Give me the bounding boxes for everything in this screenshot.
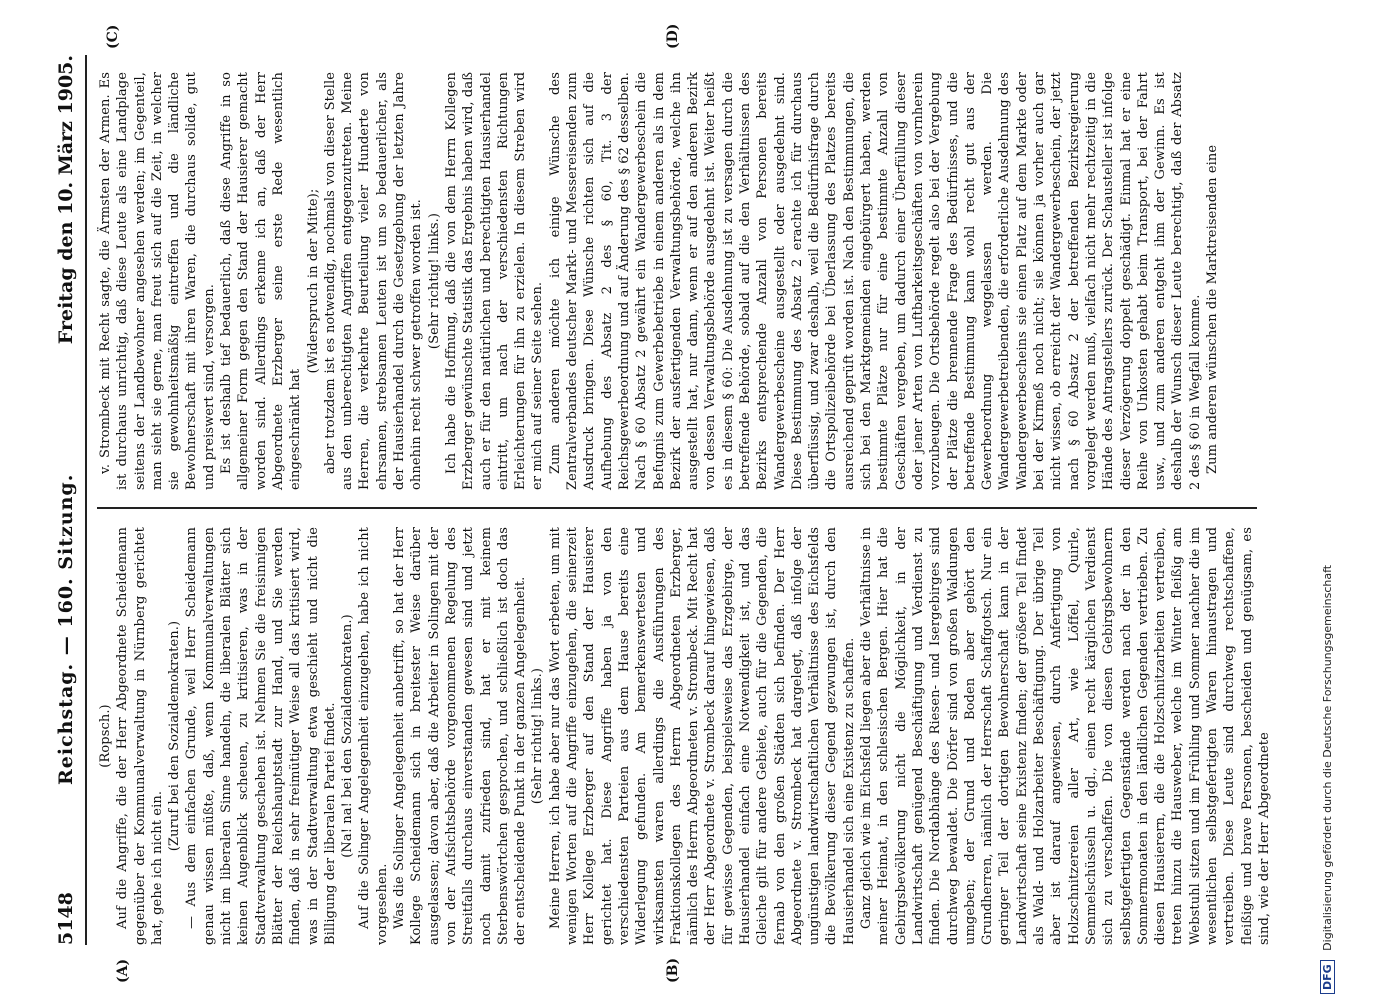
page-footer (1320, 94, 1335, 994)
page-number: 5148 (55, 892, 77, 945)
dfg-logo: DFG (1320, 960, 1335, 994)
paragraph: (Ropsch.) (98, 704, 113, 768)
paragraph: Was die Solinger Angelegenheit anbetrifft, so hat der Herr Kollege Scheidemann sich in breitester Weise darüber ausgelassen; davon aber, daß die Arbeiter in Solingen mit der von der Aufsichtsbehörde vorgenommenen Regelung des Streitfalls durchaus einverstanden gewesen sind und jetzt noch damit zufrieden sind, hat er mit keinem Sterbenswörtchen gesprochen, und schließlich ist doch das der entscheidende Punkt in der ganzen Angelegenheit. (392, 527, 529, 945)
paragraph: aber trotzdem ist es notwendig, nochmals von dieser Stelle aus den unberechtigten Angriffen entgegenzutreten. Meine Herren, die verkehrte Beurteilung vieler Hunderte von ehrsamen, strebsamen Leuten ist um so bedauerlicher, als der Hausierhandel durch die Gesetzgebung der letzten Jahre ohnehin recht schwer getroffen worden ist. (322, 72, 425, 490)
paragraph: Meine Herren, ich habe aber nur das Wort erbeten, um mit wenigen Worten auf die Angriffe einzugehen, die seinerzeit Herr Kollege Erzberger auf den Stand der Hausierer gerichtet hat. Diese Angriffe haben ja von den verschiedensten Parteien aus dem Hause bereits eine Widerlegung gefunden. Am bemerkenswertesten und wirksamsten waren allerdings die Ausführungen des Fraktionskollegen des Herrn Abgeordneten Erzberger, nämlich des Herrn Abgeordneten v. Strombeck. Mit Recht hat der Herr Abgeordnete v. Strombeck darauf hingewiesen, daß für gewisse Gegenden, beispielsweise das Erzgebirge, der Hausierhandel einfach eine Notwendigkeit ist, und das Gleiche gilt für andere Gebiete, auch für die Gegenden, die fernab von den großen Städten sich befinden. Der Herr Abgeordnete v. Strombeck hat dargelegt, daß infolge der ungünstigen landwirtschaftlichen Verhältnisse des Eichsfelds die Bevölkerung dieser Gegend gezwungen ist, durch den Hausierhandel sich eine Existenz zu schaffen. (547, 527, 857, 945)
left-text-column (97, 527, 1272, 945)
page-title: Reichstag. — 160. Sitzung. (55, 473, 77, 785)
paragraph: — Aus dem einfachen Grunde, weil Herr Scheidemann genau wissen müßte, daß, wenn Kommunalverwaltungen nicht im liberalen Sinne handeln, die liberalen Blätter sich keinen Augenblick scheuen, zu kritisieren, was in der Stadtverwaltung geschehen ist. Nehmen Sie die freisinnigen Blätter der Reichshauptstadt zur Hand, und Sie werden finden, daß in sehr freimütiger Weise all das kritisiert wird, was in der Stadtverwaltung etwa geschieht und nicht die Billigung der liberalen Partei findet. (184, 527, 338, 945)
column-divider (97, 507, 1257, 509)
digitization-credit: Digitalisierung gefördert durch die Deutsche Forschungsgemeinschaft (1321, 564, 1334, 951)
margin-mark-c: (C) (105, 24, 121, 49)
paragraph: Ganz gleich wie im Eichsfeld liegen aber die Verhältnisse in meiner Heimat, in den schlesischen Bergen. Hier hat die Gebirgsbevölkerung nicht die Möglichkeit, in der Landwirtschaft genügend Beschäftigung und Verdienst zu finden. Die Nordabhänge des Riesen- und Isergebirges sind durchweg bewaldet. Die Dörfer sind von großen Waldungen umgeben; der Grund und Boden aber gehört den Grundherren, nämlich der Herrschaft Schaffgotsch. Nur ein geringer Teil der dortigen Bewohnerschaft kann in der Landwirtschaft seine Existenz finden; der größere Teil findet als Wald- und Holzarbeiter Beschäftigung. Der übrige Teil aber ist darauf angewiesen, durch Anfertigung von Holzschnitzereien aller Art, wie Löffel, Quirle, Semmelschüsseln u. dgl., einen recht kärglichen Verdienst sich zu verschaffen. Die von diesen Gebirgsbewohnern selbstgefertigten Gegenstände werden nach der in den Sommermonaten in den ländlichen Gegenden vertrieben. Zu diesen Hausierern, die die Holzschnitzarbeiten vertreiben, treten hinzu die Hausweber, welche im Winter fleißig am Webstuhl sitzen und im Frühling und Sommer nachher die im wesentlichen selbstgefertigten Waren hinaustragen und vertreiben. Diese Leute sind durchweg rechtschaffene, fleißige und brave Personen, bescheiden und genügsam, es sind, wie der Herr Abgeordnete (859, 527, 1272, 945)
page-header (55, 55, 87, 945)
paragraph: Ich habe die Hoffnung, daß die von dem Herrn Kollegen Erzberger gewünschte Statistik das Ergebnis haben wird, daß auch er für den natürlichen und berechtigten Hausierhandel eintritt, um nach der verschiedensten Richtungen Erleichterungen für ihn zu erzielen. In diesem Streben wird er mich auf seiner Seite sehen. (443, 72, 546, 490)
paragraph: Zum anderen möchte ich einige Wünsche des Zentralverbandes deutscher Markt- und Messereisenden zum Ausdruck bringen. Diese Wünsche richten sich auf die Aufhebung des Absatz 2 des § 60, Tit. 3 der Reichsgewerbeordnung und auf Änderung des § 62 desselben. Nach § 60 Absatz 2 gewährt ein Wandergewerbeschein die Befugnis zum Gewerbebetriebe in einem anderen als in dem Bezirk der ausfertigenden Verwaltungsbehörde, welche ihn ausgestellt hat, nur dann, wenn er auf den anderen Bezirk von dessen Verwaltungsbehörde ausgedehnt ist. Weiter heißt es in diesem § 60: Die Ausdehnung ist zu versagen durch die betreffende Behörde, sobald auf die den Verhältnissen des Bezirks entsprechende Anzahl von Personen bereits Wandergewerbescheine ausgestellt oder ausgedehnt sind. Diese Bestimmung des Absatz 2 erachte ich für durchaus überflüssig, und zwar deshalb, weil die Bedürfnisfrage durch die Ortspolizeibehörde bei Überlassung des Platzes bereits ausreichend geprüft worden ist. Nach den Bestimmungen, die sich bei den Marktgemeinden eingebürgert haben, werden bestimmte Plätze nur für eine bestimmte Anzahl von Geschäften vergeben, um dadurch einer Überfüllung dieser oder jener Arten von Luftbarkeitsgeschäften von vornherein vorzubeugen. Die Ortsbehörde regelt also bei der Vergebung der Plätze die brennende Frage des Bedürfnisses, und die betreffende Bestimmung kann wohl recht gut aus der Gewerbeordnung weggelassen werden. Die Wandergewerbetreibenden, die erforderliche Ausdehnung des Wandergewerbescheins sie einen Platz auf dem Markte oder bei der Kirmeß noch nicht; sie können ja vorher auch gar nicht wissen, ob erreicht der Wandergewerbeschein, der jetzt nach § 60 Absatz 2 der betreffenden Bezirksregierung vorgelegt werden muß, vielfach nicht mehr rechtzeitig in die Hände des Antragstellers zurück. Der Schausteller ist infolge dieser Verzögerung doppelt geschädigt. Einmal hat er eine Reihe von Unkosten gehabt beim Transport, bei der Fahrt usw., und zum anderen entgeht ihm der Gewinn. Es ist deshalb der Wunsch dieser Leute berechtigt, daß der Absatz 2 des § 60 in Wegfall komme. (547, 72, 1203, 490)
margin-mark-d: (D) (665, 23, 681, 49)
paragraph: v. Strombeck mit Recht sagte, die Ärmsten der Armen. Es ist durchaus unrichtig, daß diese Leute als eine Landplage seitens der Landbewohner angesehen werden; im Gegenteil, man sieht sie gerne, man freut sich auf die Zeit, in welcher sie gewohnheitsmäßig eintreffen und die ländliche Bewohnerschaft mit ihren Waren, die durchaus solide, gut und preiswert sind, versorgen. (98, 72, 217, 490)
right-text-column (97, 72, 1257, 490)
margin-mark-b: (B) (665, 957, 681, 983)
paragraph: Es ist deshalb tief bedauerlich, daß diese Angriffe in so allgemeiner Form gegen den Stand der Hausierer gemacht worden sind. Allerdings erkenne ich an, daß der Herr Abgeordnete Erzberger seine erste Rede wesentlich eingeschränkt hat (219, 72, 304, 490)
session-date: Freitag den 10. März 1905. (55, 55, 77, 345)
paragraph: Zum anderen wünschen die Marktreisenden eine (1205, 144, 1220, 474)
paragraph: Auf die Solinger Angelegenheit einzugehen, habe ich nicht vorgesehen. (357, 527, 390, 945)
paragraph: (Na! na! bei den Sozialdemokraten.) (340, 614, 356, 858)
margin-mark-a: (A) (115, 958, 131, 983)
document-page (45, 23, 1295, 983)
paragraph: (Zuruf bei den Sozialdemokraten.) (167, 620, 183, 852)
paragraph: Auf die Angriffe, die der Herr Abgeordnete Scheidemann gegenüber der Kommunalverwaltung in Nürnberg gerichtet hat, gehe ich nicht ein. (115, 527, 165, 945)
paragraph: (Widerspruch in der Mitte); (305, 188, 321, 374)
paragraph: (Sehr richtig! links.) (530, 667, 546, 805)
paragraph: (Sehr richtig! links.) (426, 212, 442, 350)
